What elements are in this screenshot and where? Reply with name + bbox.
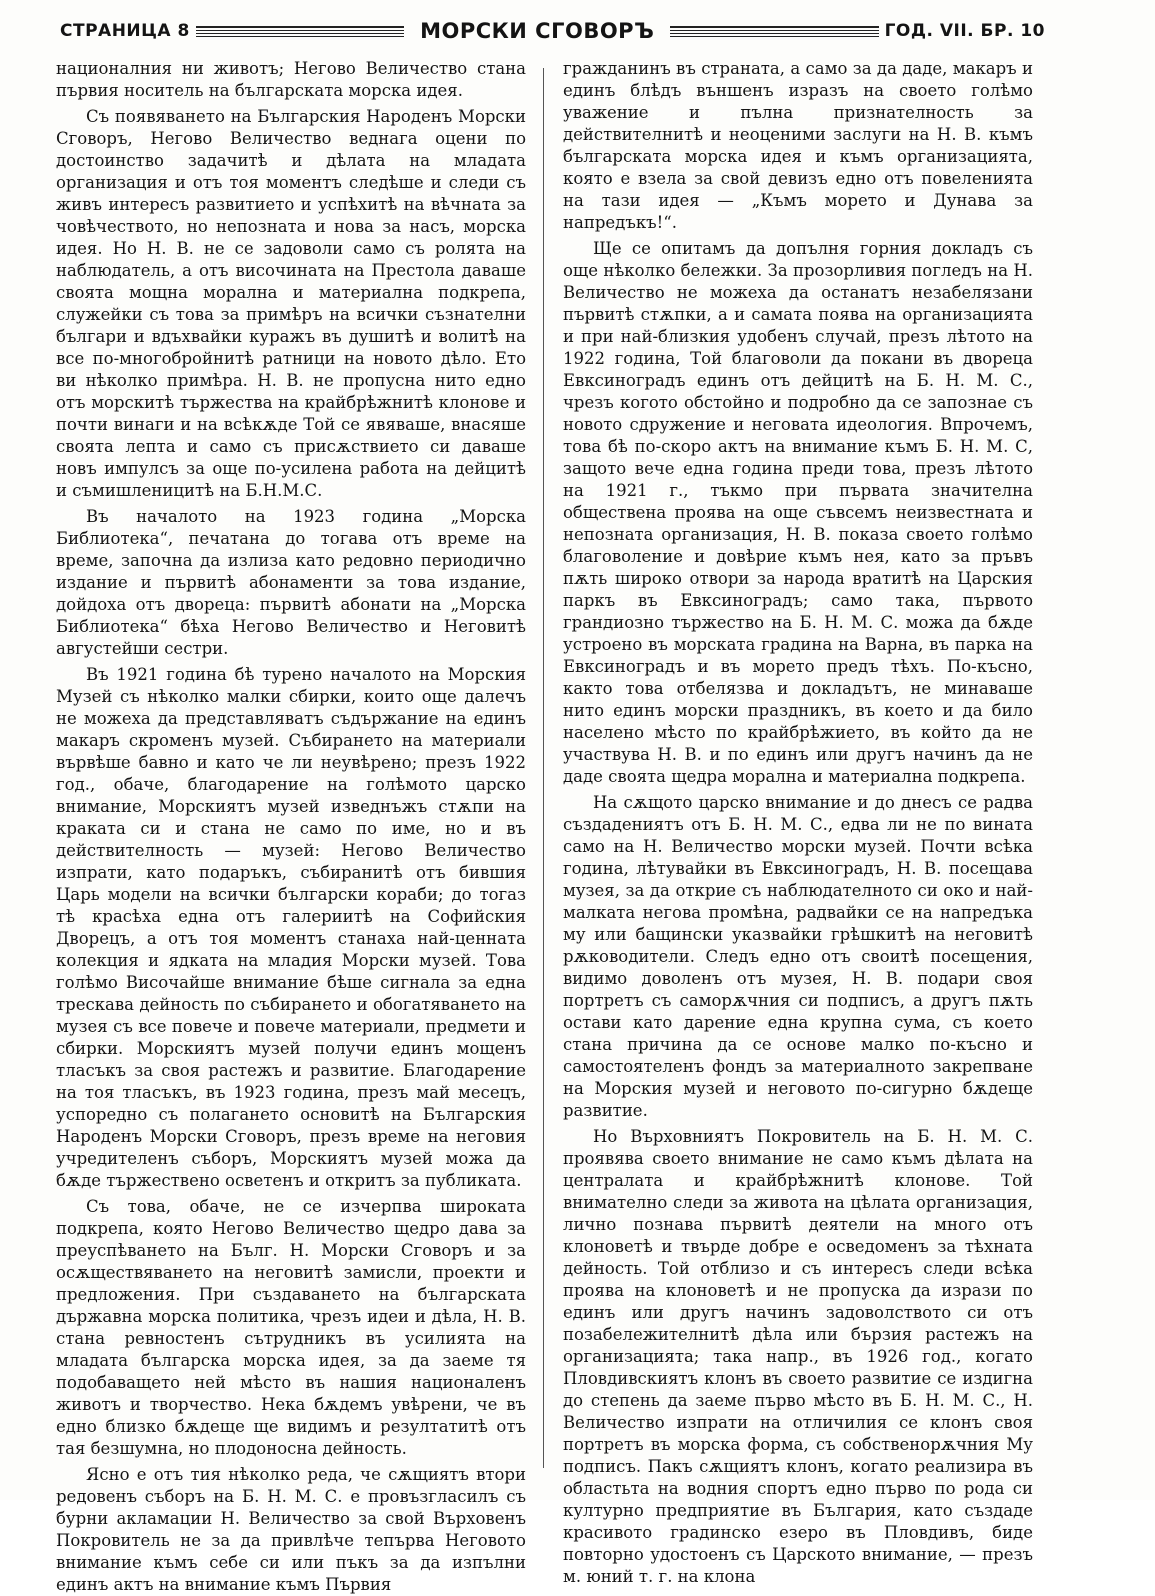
- paragraph: Ясно е отъ тия нѣколко реда, че сѫщиятъ втори редовенъ съборъ на Б. Н. М. С. е провъзгласилъ съ бурни акламации Н. Величество за свой Върховенъ Покровитель не за да привлѣче тепърва Неговото внимание къмъ себе си или пъкъ за да изпълни единъ актъ на внимание къмъ Първия: [56, 1465, 526, 1594]
- running-header: [60, 14, 1045, 48]
- paragraph: Съ появяването на Българския Народенъ Морски Сговоръ, Негово Величество веднага оцени по достоинство задачитѣ и дѣлата на младата организация и отъ тоя моментъ следѣше и следи съ живъ интересъ развитието и успѣхитѣ на вѣчната за човѣчеството, но непозната и нова за насъ, морска идея. Но Н. В. не се задоволи само съ ролята на наблюдатель, а отъ височината на Престола даваше своята мощна морална и материална подкрепа, служейки съ това за примѣръ на всички съзнателни българи и вдъхвайки куражъ въ душитѣ и волитѣ на все по-многобройнитѣ ратници на новото дѣло. Ето ви нѣколко примѣра. Н. В. не пропусна нито едно отъ морскитѣ тържества на крайбрѣжнитѣ клонове и почти винаги и на всѣкѫде Той се явяваше, внасяше своята лепта и само съ присѫствието си даваше новъ импулсъ за още по-усилена работа на дейцитѣ и съмишленицитѣ на Б.Н.М.С.: [56, 107, 526, 500]
- paragraph: националния ни животъ; Негово Величество стана първия носитель на българската морска идея.: [56, 59, 526, 100]
- journal-title: МОРСКИ СГОВОРЪ: [420, 19, 655, 43]
- right-column: [563, 58, 1033, 1586]
- paragraph: Съ това, обаче, не се изчерпва широката подкрепа, която Негово Величество щедро дава за преуспѣването на Бълг. Н. Морски Сговоръ и за осѫществяването на неговитѣ замисли, проекти и предложения. При създаването на българската държавна морска политика, чрезъ идеи и дѣла, Н. В. стана ревностенъ сътрудникъ въ усилията на младата българска морска идея, за да заеме тя подобаващето ней мѣсто въ нашия националенъ животъ и творчество. Нека бѫдемъ увѣрени, че въ едно близко бѫдеще ще видимъ и резултатитѣ отъ тая безшумна, но плодоносна дейность.: [56, 1197, 526, 1458]
- paragraph: Ще се опитамъ да допълня горния докладъ съ още нѣколко бележки. За прозорливия погледъ на Н. Величество не можеха да останатъ незабелязани първитѣ стѫпки, а и самата поява на организацията и при най-близкия удобенъ случай, презъ лѣтото на 1922 година, Той благоволи да покани въ двореца Евксиноградъ единъ отъ дейцитѣ на Б. Н. М. С., чрезъ когото обстойно и подробно да се запознае съ новото сдружение и неговата идеология. Впрочемъ, това бѣ по-скоро актъ на внимание къмъ Б. Н. М. С, защото вече една година преди това, презъ лѣтото на 1921 г., тъкмо при първата значителна обществена проява на още съвсемъ неизвестната и непозната организация, Н. В. показа своето голѣмо благоволение и довѣрие къмъ нея, като за пръвъ пѫть широко отвори за народа вратитѣ на Царския паркъ въ Евксиноградъ; само така, първото грандиозно тържество на Б. Н. М. С. можа да бѫде устроено въ морската градина на Варна, въ парка на Евксиноградъ и въ морето предъ тѣхъ. По-късно, както това отбелязва и докладътъ, не минаваше нито единъ морски праздникъ, въ което и да било населено мѣсто по крайбрѣжието, въ който да не участвува Н. В. и по единъ или другъ начинъ да не даде своята щедра морална и материална подкрепа.: [563, 239, 1033, 786]
- column-divider: [543, 68, 544, 1468]
- paragraph: Въ 1921 година бѣ турено началото на Морския Музей съ нѣколко малки сбирки, които още далечъ не можеха да представляватъ съдържание на единъ макаръ скроменъ музей. Събирането на материали вървѣше бавно и като че ли неувѣрено; презъ 1922 год., обаче, благодарение на голѣмото царско внимание, Морскиятъ музей изведнъжъ стѫпи на краката си и стана не само по име, но и въ действителность — музей: Негово Величество изпрати, като подаръкъ, събиранитѣ отъ бившия Царь модели на всички български кораби; до тогаз тѣ красѣха една отъ галериитѣ на Софийския Дворецъ, а отъ тоя моментъ станаха най-ценната колекция и ядката на младия Морски музей. Това голѣмо Височайше внимание бѣше сигнала за една трескава дейность по събирането и обогатяването на музея съ все повече и повече материали, предмети и сбирки. Морскиятъ музей получи единъ мощенъ тласъкъ за своя растежъ и развитие. Благодарение на тоя тласъкъ, въ 1923 година, презъ май месецъ, успоредно съ полагането основитѣ на Българския Народенъ Морски Сговоръ, презъ време на неговия учредителенъ съборъ, Морскиятъ музей можа да бѫде тържествено осветенъ и откритъ за публиката.: [56, 665, 526, 1190]
- header-rule-right: [670, 26, 878, 37]
- header-rule-left: [196, 26, 404, 37]
- paragraph: Но Върховниятъ Покровитель на Б. Н. М. С. проявява своето внимание не само къмъ дѣлата на централата и крайбрѣжнитѣ клонове. Той внимателно следи за живота на цѣлата организация, лично познава първитѣ деятели на много отъ клоноветѣ и твърде добре е осведоменъ за тѣхната дейность. Той отблизо и съ интересъ следи всѣка проява на клоноветѣ и не пропуска да изрази по единъ или другъ начинъ задоволството си отъ позабележителнитѣ дѣла или бързия растежъ на организацията; така напр., въ 1926 год., когато Пловдивскиятъ клонъ въ своето развитие се издигна до степень да заеме първо мѣсто въ Б. Н. М. С., Н. Величество изпрати на отличилия се клонъ своя портретъ въ морска форма, съ собственорѫчния Му подписъ. Пакъ сѫщиятъ клонъ, когато реализира въ областьта на водния спортъ едно първо по рода си културно предприятие въ България, като създаде красивото градинско езеро въ Пловдивъ, биде повторно удостоенъ съ Царското внимание, — презъ м. юний т. г. на клона: [563, 1127, 1033, 1586]
- paragraph: гражданинъ въ страната, а само за да даде, макаръ и единъ блѣдъ външенъ изразъ на своето голѣмо уважение и пълна признателность за действителнитѣ и неоценими заслуги на Н. В. къмъ българската морска идея и къмъ организацията, която е взела за свой девизъ едно отъ повеленията на тази идея — „Къмъ морето и Дунава за напредъкъ!“.: [563, 59, 1033, 232]
- paragraph: Въ началото на 1923 година „Морска Библиотека“, печатана до тогава отъ време на време, започна да излиза като редовно периодично издание и първитѣ абонаменти за това издание, дойдоха отъ двореца: първитѣ абонати на „Морска Библиотека“ бѣха Негово Величество и Неговитѣ августейши сестри.: [56, 507, 526, 658]
- left-column: [56, 58, 526, 1594]
- page-number-label: СТРАНИЦА 8: [60, 21, 190, 41]
- issue-label: ГОД. VII. БР. 10: [884, 21, 1045, 41]
- paragraph: На сѫщото царско внимание и до днесъ се радва създадениятъ отъ Б. Н. М. С., едва ли не по вината само на Н. Величество морски музей. Почти всѣка година, лѣтувайки въ Евксиноградъ, Н. В. посещава музея, за да открие съ наблюдателното си око и най-малката негова промѣна, радвайки се на напредъка му или бащински указвайки грѣшкитѣ на неговитѣ рѫководители. Следъ едно отъ своитѣ посещения, видимо доволенъ отъ музея, Н. В. подари своя портретъ съ саморѫчния си подписъ, а другъ пѫть остави като дарение една крупна сума, съ което стана причина да се основе малко по-късно и самостоятеленъ фондъ за материалното закрепване на Морския музей и неговото по-сигурно бѫдеще развитие.: [563, 793, 1033, 1120]
